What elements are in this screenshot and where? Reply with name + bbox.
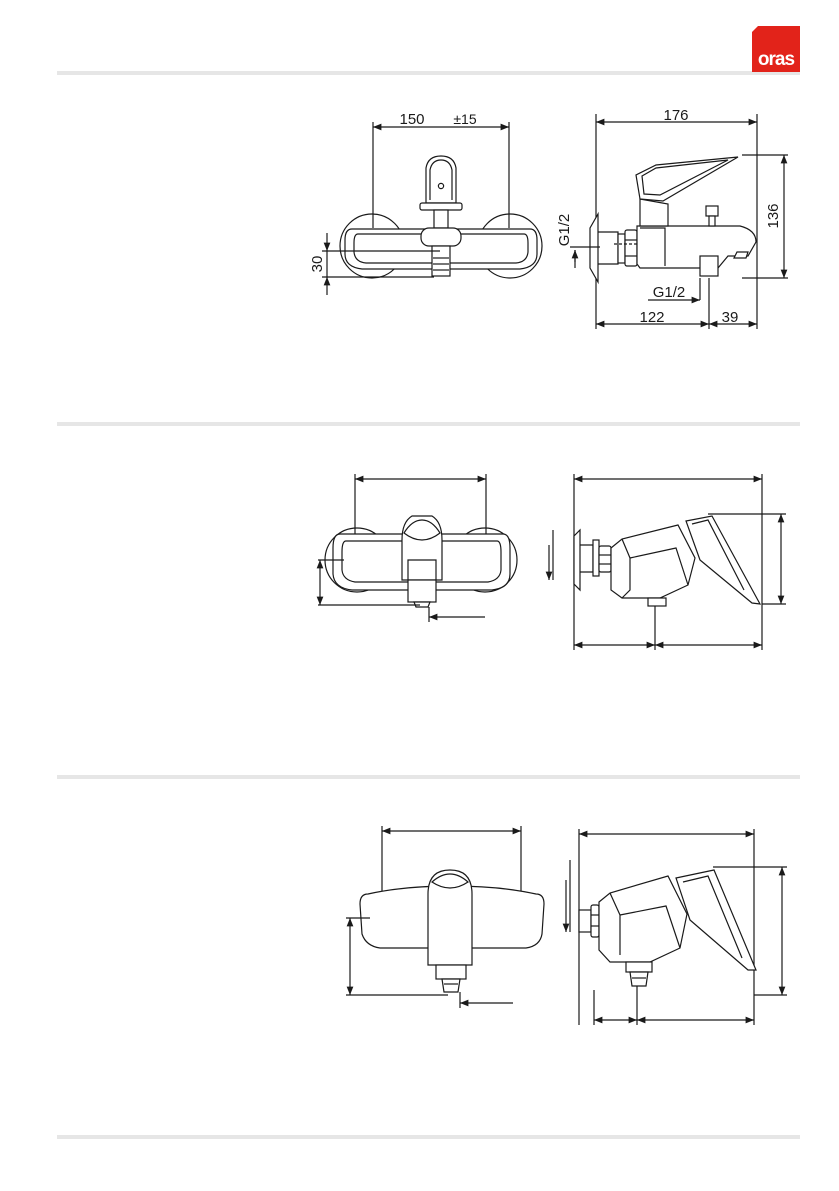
- section3-front-view: [346, 826, 544, 1008]
- section2-front-view: [318, 474, 517, 622]
- outlet-thread-label: G1/2: [652, 284, 686, 301]
- side-depth-label: 176: [663, 107, 689, 124]
- section3-side-view: [566, 829, 787, 1025]
- front-width-label: 150: [399, 111, 425, 128]
- section2-side-view: [549, 474, 786, 650]
- front-height-label: 30: [309, 255, 326, 273]
- wall-depth-label: 122: [639, 309, 665, 326]
- side-height-label: 136: [765, 203, 782, 229]
- spout-depth-label: 39: [721, 309, 739, 326]
- inlet-thread-label: G1/2: [556, 213, 573, 247]
- logo-wordmark: oras: [757, 49, 795, 70]
- section1-front-view: [322, 122, 542, 295]
- front-tolerance-label: ±15: [453, 111, 477, 127]
